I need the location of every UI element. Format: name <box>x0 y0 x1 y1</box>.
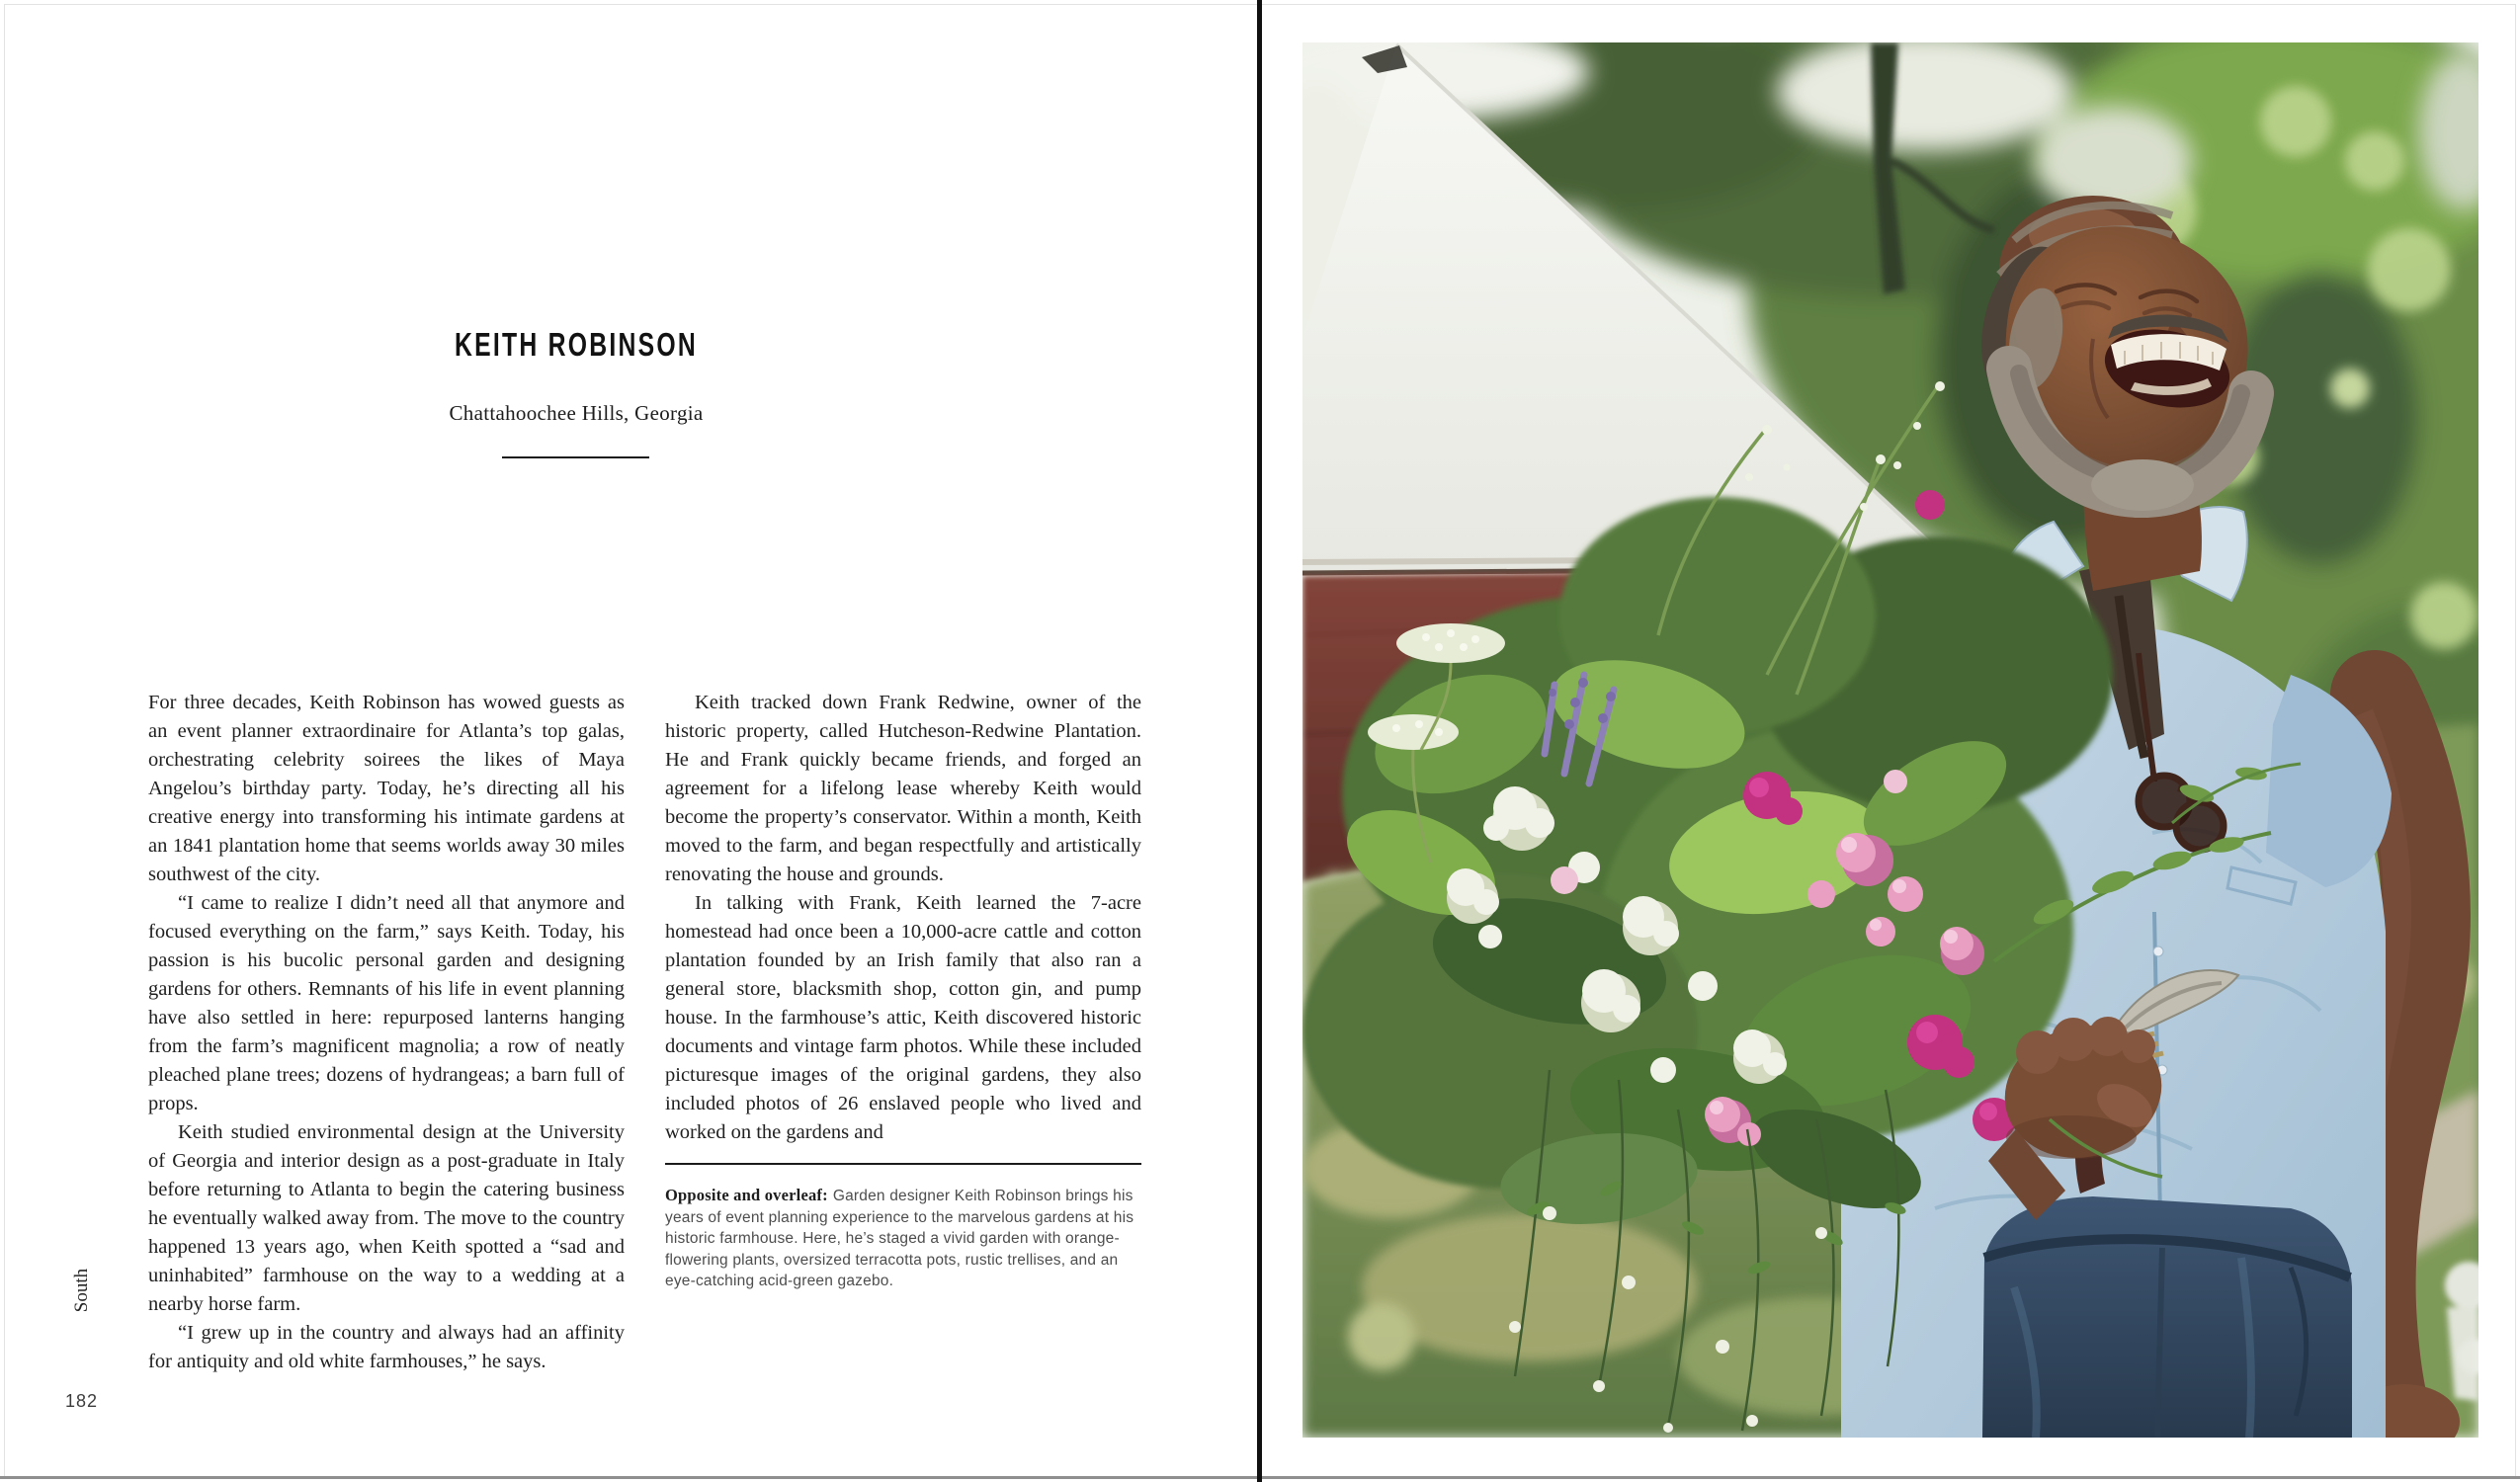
paragraph: “I came to realize I didn’t need all that anymore and focused everything on the farm,” says Keith. Today, his passion is his bucolic personal garden and designing gardens for others. Remnants of his life in event planning have also settled in here: repurposed lanterns hanging from the farm’s magnificent magnolia; a row of neatly pleached plane trees; dozens of hydrangeas; a barn full of props. <box>148 892 625 1114</box>
page-title <box>280 326 873 364</box>
profile-title: KEITH ROBINSON <box>454 326 698 363</box>
body-column-1 <box>148 689 625 1376</box>
page-number: 182 <box>65 1391 99 1411</box>
frame-line-right <box>2515 4 2516 1476</box>
caption-rule <box>665 1163 1141 1165</box>
frame-line-left <box>4 4 5 1476</box>
paragraph: For three decades, Keith Robinson has wowed guests as an event planner extraordinaire for Atlanta’s top galas, orchestrating celebrity soirees the likes of Maya Angelou’s birthday party. Today, he’s directing all his creative energy into transforming his intimate gardens at an 1841 plantation home that seems worlds away 30 miles southwest of the city. <box>148 692 625 885</box>
paragraph: Keith tracked down Frank Redwine, owner of the historic property, called Hutcheson-Redwine Plantation. He and Frank quickly became friends, and forged an agreement for a lifelong lease whereby Keith would become the property’s conservator. Within a month, Keith moved to the farm, and began respectfully and artistically renovating the house and grounds. <box>665 692 1141 885</box>
body-column-2 <box>665 689 1141 1147</box>
section-margin-label: South <box>71 1268 92 1313</box>
page-gutter <box>1257 0 1262 1482</box>
paragraph: “I grew up in the country and always had an affinity for antiquity and old white farmhouses,” he says. <box>148 1322 625 1372</box>
jeans <box>1982 1196 2352 1438</box>
paragraph: In talking with Frank, Keith learned the 7-acre homestead had once been a 10,000-acre cattle and cotton plantation founded by an Irish family that also ran a general store, blacksmith shop, cotton gin, and pump house. In the farmhouse’s attic, Keith discovered historic documents and vintage farm photos. While these included picturesque images of the original gardens, they also included photos of 26 enslaved people who lived and worked on the gardens and <box>665 892 1141 1143</box>
title-divider-rule <box>502 456 649 458</box>
caption-body: Garden designer Keith Robinson brings his years of event planning experience to the marvelous gardens at his historic farmhouse. Here, he’s staged a vivid garden with orange-flowering plants, oversized terracotta pots, rustic trellises, and an eye-catching acid-green gazebo. <box>665 1188 1134 1289</box>
profile-location: Chattahoochee Hills, Georgia <box>449 401 704 425</box>
caption-lead: Opposite and overleaf: <box>665 1186 828 1204</box>
photograph-keith-robinson <box>1302 42 2478 1438</box>
photo-illustration <box>1302 42 2478 1438</box>
chin-beard <box>2091 459 2194 511</box>
photo-caption <box>665 1185 1141 1292</box>
paragraph: Keith studied environmental design at the University of Georgia and interior design as a post-graduate in Italy before returning to Atlanta to begin the catering business he eventually walked away from. The move to the country happened 13 years ago, when Keith spotted a “sad and uninhabited” farmhouse on the way to a wedding at a nearby horse farm. <box>148 1121 625 1315</box>
